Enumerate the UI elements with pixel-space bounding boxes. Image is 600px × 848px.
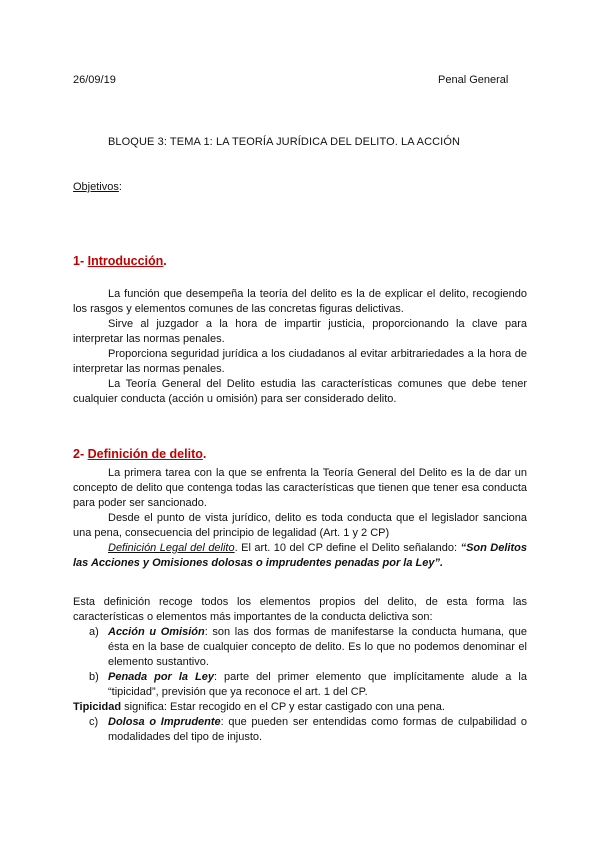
section-2-title: Definición de delito <box>87 447 203 461</box>
tipicidad-text: significa: Estar recogido en el CP y estar castigado con una pena. <box>121 701 445 713</box>
section-1-paragraph: Sirve al juzgador a la hora de impartir justicia, proporcionando la clave para interpretar las normas penales. <box>73 318 527 345</box>
tipicidad-term: Tipicidad <box>73 701 122 713</box>
elements-list-continued <box>73 715 527 745</box>
legal-definition-paragraph <box>73 541 527 571</box>
section-2-number: 2- <box>73 447 88 461</box>
section-1-paragraph: Proporciona seguridad jurídica a los ciudadanos al evitar arbitrariedades a la hora de interpretar las normas penales. <box>73 348 527 375</box>
list-item-text: : parte del primer elemento que implícitamente alude a la “tipicidad”, previsión que ya reconoce el art. 1 del CP. <box>108 671 527 698</box>
section-2-heading <box>73 447 206 462</box>
elements-list <box>73 625 527 700</box>
objetivos-colon: : <box>118 181 122 193</box>
list-item <box>73 670 527 700</box>
list-item-term: Dolosa o Imprudente <box>108 716 221 728</box>
list-item-text: : que pueden ser entendidas como formas de culpabilidad o modalidades del tipo de injusto. <box>108 716 527 743</box>
list-marker: a) <box>89 626 99 638</box>
elements-intro: Esta definición recoge todos los elementos propios del delito, de esta forma las características o elementos más importantes de la conducta delictiva son: <box>73 596 527 623</box>
section-1-title: Introducción <box>87 254 164 268</box>
section-1-paragraph: La función que desempeña la teoría del delito es la de explicar el delito, recogiendo los rasgos y elementos comunes de las concretas figuras delictivas. <box>73 288 527 315</box>
legal-definition-quote: “Son Delitos las Acciones y Omisiones dolosas o imprudentes penadas por la Ley”. <box>73 542 527 569</box>
section-1-dot: . <box>163 254 167 268</box>
list-marker: b) <box>89 671 99 683</box>
section-1-number: 1- <box>73 254 88 268</box>
header-subject: Penal General <box>438 74 509 86</box>
header-date: 26/09/19 <box>73 74 116 86</box>
objetivos-heading <box>73 180 122 195</box>
section-1-body <box>73 287 527 407</box>
legal-definition-label: Definición Legal del delito <box>108 542 235 554</box>
elements-block <box>73 595 527 745</box>
section-1-paragraph: La Teoría General del Delito estudia las características comunes que debe tener cualquier conducta (acción u omisión) para ser considerado delito. <box>73 378 527 405</box>
section-1-heading <box>73 254 167 269</box>
section-2-dot: . <box>202 447 207 461</box>
list-item <box>73 715 527 745</box>
list-item-text: : son las dos formas de manifestarse la conducta humana, que ésta en la base de cualquier concepto de delito. Es lo que no podemos denominar el elemento sustantivo. <box>108 626 527 668</box>
section-2-paragraph: Desde el punto de vista jurídico, delito es toda conducta que el legislador sanciona una pena, consecuencia del principio de legalidad (Art. 1 y 2 CP) <box>73 512 527 539</box>
list-item <box>73 625 527 670</box>
section-2-paragraph: La primera tarea con la que se enfrenta la Teoría General del Delito es la de dar un concepto de delito que contenga todas las características que tienen que tener esa conducta para poder ser sancionado. <box>73 467 527 509</box>
legal-definition-text: . El art. 10 del CP define el Delito señalando: <box>234 542 461 554</box>
section-2-body <box>73 466 527 571</box>
objetivos-label: Objetivos <box>73 181 119 193</box>
list-marker: c) <box>89 716 99 728</box>
list-item-term: Acción u Omisión <box>108 626 205 638</box>
tipicidad-note <box>73 700 527 715</box>
bloque-title: BLOQUE 3: TEMA 1: LA TEORÍA JURÍDICA DEL DELITO. LA ACCIÓN <box>108 136 461 148</box>
list-item-term: Penada por la Ley <box>108 671 214 683</box>
